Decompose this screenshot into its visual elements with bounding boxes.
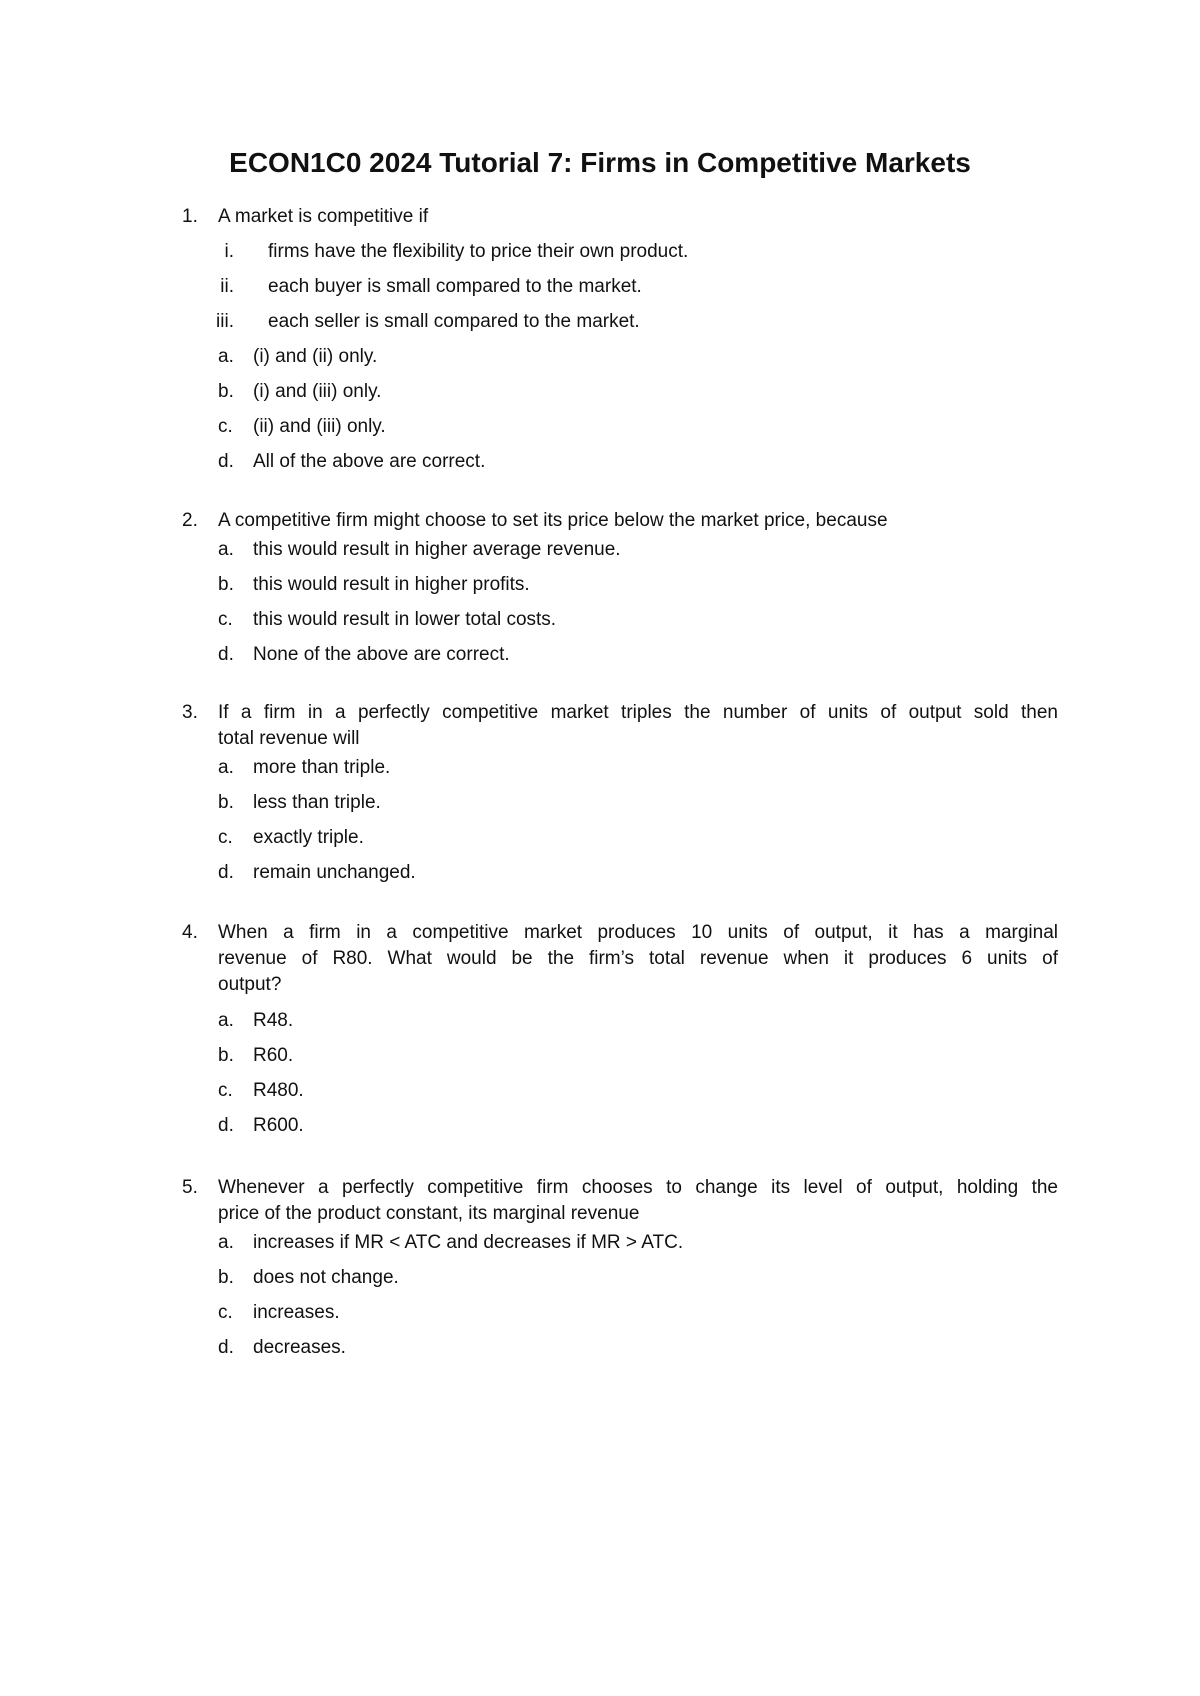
option-letter: c.	[218, 609, 233, 630]
statement-text: each seller is small compared to the market.	[268, 311, 640, 332]
option-letter: b.	[218, 792, 234, 813]
option-b	[0, 1265, 1200, 1300]
question-text: Whenever a perfectly competitive firm chooses to change its level of output, holding the	[218, 1177, 1058, 1198]
option-text: this would result in higher average revenue.	[253, 539, 621, 560]
option-a	[0, 755, 1200, 790]
option-text: increases if MR < ATC and decreases if MR > ATC.	[253, 1232, 684, 1253]
question-text: total revenue will	[218, 728, 360, 749]
question-number: 4.	[182, 922, 198, 943]
page-title: ECON1C0 2024 Tutorial 7: Firms in Competitive Markets	[229, 147, 971, 178]
option-a	[0, 344, 1200, 379]
question-stem	[0, 508, 1200, 534]
question-3	[0, 700, 1200, 895]
option-letter: d.	[218, 862, 234, 883]
option-text: R60.	[253, 1045, 294, 1066]
statement-i	[0, 239, 1200, 274]
option-c	[0, 607, 1200, 642]
statement-number: iii.	[216, 311, 234, 332]
option-letter: b.	[218, 1267, 234, 1288]
option-letter: d.	[218, 451, 234, 472]
option-text: more than triple.	[253, 757, 391, 778]
statement-ii	[0, 274, 1200, 309]
question-number: 5.	[182, 1177, 198, 1198]
question-stem-continued	[0, 946, 1200, 972]
option-letter: b.	[218, 574, 234, 595]
question-text: A competitive firm might choose to set its price below the market price, because	[218, 510, 888, 531]
option-b	[0, 572, 1200, 607]
option-letter: d.	[218, 1115, 234, 1136]
option-letter: a.	[218, 757, 234, 778]
option-text: (i) and (iii) only.	[253, 381, 382, 402]
option-b	[0, 379, 1200, 414]
option-c	[0, 1300, 1200, 1335]
option-letter: a.	[218, 346, 234, 367]
question-1	[0, 204, 1200, 484]
option-letter: c.	[218, 1302, 233, 1323]
option-d	[0, 860, 1200, 895]
option-text: All of the above are correct.	[253, 451, 486, 472]
question-text: price of the product constant, its marginal revenue	[218, 1203, 640, 1224]
question-text: revenue of R80. What would be the firm’s total revenue when it produces 6 units of	[218, 948, 1058, 969]
option-d	[0, 449, 1200, 484]
option-text: R480.	[253, 1080, 304, 1101]
question-stem	[0, 1175, 1200, 1201]
option-c	[0, 825, 1200, 860]
question-5	[0, 1175, 1200, 1370]
option-letter: a.	[218, 539, 234, 560]
question-stem-continued	[0, 972, 1200, 998]
option-text: less than triple.	[253, 792, 381, 813]
option-c	[0, 414, 1200, 449]
question-number: 1.	[182, 206, 198, 227]
question-stem	[0, 204, 1200, 230]
option-text: R600.	[253, 1115, 304, 1136]
option-text: (ii) and (iii) only.	[253, 416, 386, 437]
option-text: exactly triple.	[253, 827, 364, 848]
question-text: When a firm in a competitive market produces 10 units of output, it has a marginal	[218, 922, 1058, 943]
option-a	[0, 1230, 1200, 1265]
option-letter: c.	[218, 1080, 233, 1101]
option-text: R48.	[253, 1010, 294, 1031]
option-b	[0, 790, 1200, 825]
option-letter: a.	[218, 1010, 234, 1031]
option-letter: b.	[218, 381, 234, 402]
option-letter: a.	[218, 1232, 234, 1253]
statement-text: firms have the flexibility to price their own product.	[268, 241, 689, 262]
question-text: If a firm in a perfectly competitive market triples the number of units of output sold then	[218, 702, 1058, 723]
question-text: output?	[218, 974, 282, 995]
question-number: 2.	[182, 510, 198, 531]
option-d	[0, 1335, 1200, 1370]
option-c	[0, 1078, 1200, 1113]
option-d	[0, 642, 1200, 677]
statement-number: ii.	[220, 276, 234, 297]
option-text: this would result in lower total costs.	[253, 609, 557, 630]
option-letter: c.	[218, 827, 233, 848]
option-text: None of the above are correct.	[253, 644, 510, 665]
option-text: increases.	[253, 1302, 340, 1323]
option-b	[0, 1043, 1200, 1078]
statement-number: i.	[224, 241, 234, 262]
question-stem	[0, 920, 1200, 946]
statement-iii	[0, 309, 1200, 344]
question-4	[0, 920, 1200, 1148]
option-d	[0, 1113, 1200, 1148]
option-a	[0, 1008, 1200, 1043]
option-a	[0, 537, 1200, 572]
option-letter: b.	[218, 1045, 234, 1066]
question-stem-continued	[0, 726, 1200, 752]
question-text: A market is competitive if	[218, 206, 429, 227]
statement-text: each buyer is small compared to the market.	[268, 276, 642, 297]
question-stem-continued	[0, 1201, 1200, 1227]
option-text: does not change.	[253, 1267, 399, 1288]
question-number: 3.	[182, 702, 198, 723]
option-text: remain unchanged.	[253, 862, 416, 883]
question-2	[0, 508, 1200, 677]
option-text: this would result in higher profits.	[253, 574, 530, 595]
option-text: decreases.	[253, 1337, 346, 1358]
option-text: (i) and (ii) only.	[253, 346, 378, 367]
option-letter: c.	[218, 416, 233, 437]
question-stem	[0, 700, 1200, 726]
option-letter: d.	[218, 644, 234, 665]
option-letter: d.	[218, 1337, 234, 1358]
